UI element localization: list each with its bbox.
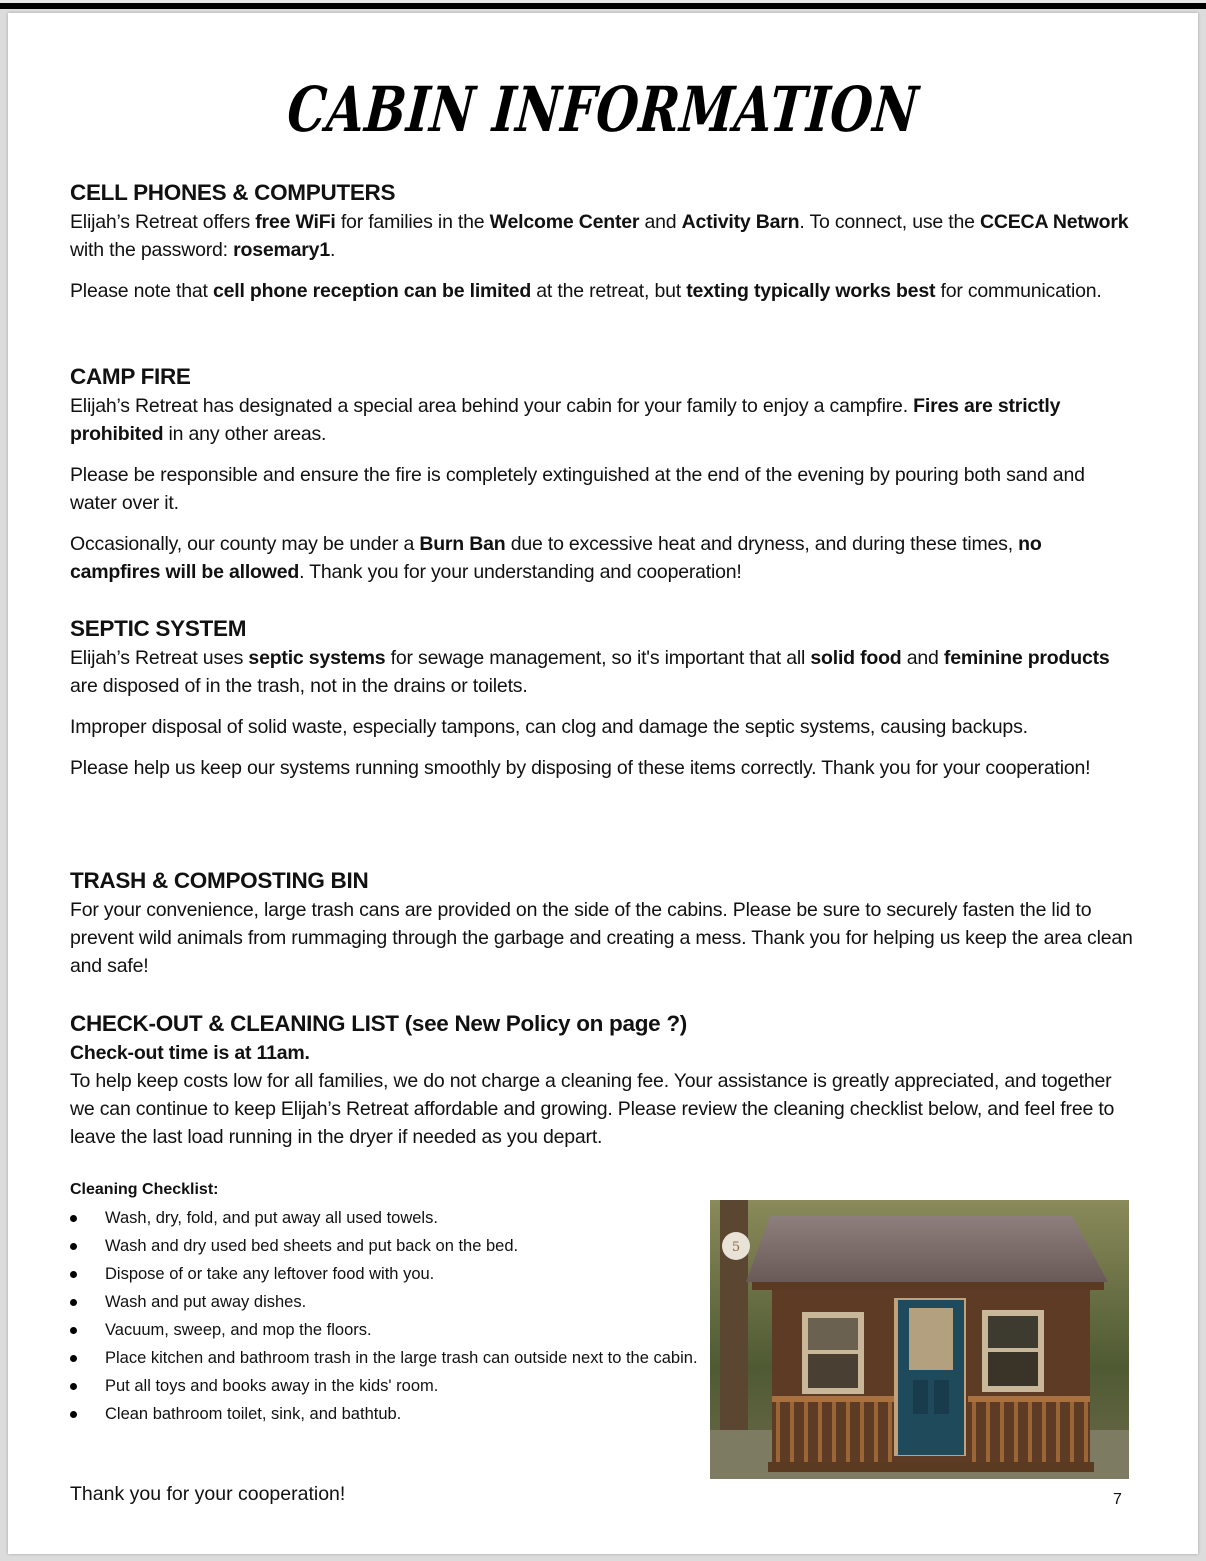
cabin-illustration [710,1200,1129,1479]
bold-text: cell phone reception can be limited [212,280,532,302]
checklist-item [70,1318,710,1342]
checklist-item-text: Wash and dry used bed sheets and put back on the bed. [105,1237,519,1255]
bold-text: feminine products [943,647,1110,669]
text-run: are disposed of in the trash, not in the drains or toilets. [70,675,528,697]
text-run: for sewage management, so it's important that all [385,647,811,669]
porch-rail-left [772,1396,894,1402]
checkout-time: Check-out time is at 11am. [70,1042,310,1064]
bold-text: Welcome Center [489,211,640,233]
text-run: Elijah’s Retreat offers [70,211,256,233]
paragraph [70,461,1135,517]
checklist-item-text: Vacuum, sweep, and mop the floors. [105,1321,372,1339]
checklist-item-text: Wash and put away dishes. [105,1293,307,1311]
section-cell-phones [70,178,1135,305]
text-run: . Thank you for your understanding and cooperation! [299,561,742,583]
checklist-item [70,1262,710,1286]
porch-rail-right [968,1396,1090,1402]
bold-text: free WiFi [255,211,336,233]
cabin-number: 5 [731,1240,741,1255]
text-run: Please be responsible and ensure the fire is completely extinguished at the end of the evening by pouring both sand and water over it. [70,464,1085,514]
page-number: 7 [1113,1491,1122,1508]
door-window [909,1308,953,1370]
checklist-item-text: Dispose of or take any leftover food with you. [105,1265,435,1283]
checklist-item-text: Clean bathroom toilet, sink, and bathtub. [105,1405,402,1423]
door-panel [913,1380,928,1414]
bold-text: Burn Ban [419,533,506,555]
window-pane [808,1354,858,1388]
window-top-bar [0,3,1206,9]
text-run: and [901,647,944,669]
bold-text: solid food [810,647,902,669]
text-run: for families in the [335,211,490,233]
text-run: and [639,211,682,233]
text-run: for communication. [935,280,1102,302]
closing-thanks: Thank you for your cooperation! [70,1483,346,1505]
text-run: . To connect, use the [799,211,980,233]
bullet-icon [70,1271,77,1278]
text-run: due to excessive heat and dryness, and during these times, [505,533,1019,555]
bold-text: Fires are strictly prohibited [70,395,1061,445]
checklist-item [70,1346,710,1370]
paragraph [70,208,1135,264]
checklist-title: Cleaning Checklist: [70,1181,219,1198]
text-run: Elijah’s Retreat has designated a special area behind your cabin for your family to enjoy a campfire. [70,395,914,417]
bullet-icon [70,1215,77,1222]
paragraph [70,713,1135,741]
text-run: . [329,239,336,261]
text-run: For your convenience, large trash cans are provided on the side of the cabins. Please be sure to securely fasten the lid to prevent wild animals from rummaging through the garbage and creating a mess. Thank you for helping us keep the area clean and safe! [70,899,1133,977]
checklist-item [70,1374,710,1398]
section-heading: CAMP FIRE [70,364,191,389]
paragraph [70,896,1135,980]
porch-floor [768,1462,1094,1472]
text-run: Improper disposal of solid waste, especially tampons, can clog and damage the septic systems, causing backups. [70,716,1028,738]
paragraph [70,392,1135,448]
text-run: To help keep costs low for all families, we do not charge a cleaning fee. Your assistance is greatly appreciated, and together we can continue to keep Elijah’s Retreat affordable and growing. Please review the cleaning checklist below, and feel free to leave the last load running in the dryer if needed as you depart. [70,1070,1115,1148]
section-heading: TRASH & COMPOSTING BIN [70,868,369,893]
bold-text: no campfires will be allowed [70,533,1042,583]
text-run: with the password: [70,239,234,261]
checklist-item-text: Place kitchen and bathroom trash in the large trash can outside next to the cabin. [105,1349,698,1367]
window-pane [808,1318,858,1350]
door-panel [934,1380,949,1414]
cleaning-checklist [70,1206,710,1430]
bullet-icon [70,1355,77,1362]
checklist-item-text: Wash, dry, fold, and put away all used towels. [105,1209,438,1227]
window-pane [988,1352,1038,1386]
text-run: at the retreat, but [531,280,687,302]
text-run: Please help us keep our systems running smoothly by disposing of these items correctly. Thank you for your cooperation! [70,757,1091,779]
cabin-photo [710,1200,1129,1479]
text-run: Elijah’s Retreat uses [70,647,249,669]
text-run: Occasionally, our county may be under a [70,533,420,555]
bullet-icon [70,1299,77,1306]
paragraph [70,1067,1135,1151]
section-heading: SEPTIC SYSTEM [70,616,247,641]
section-camp-fire [70,362,1135,586]
paragraph [70,644,1135,700]
bold-text: Activity Barn [681,211,800,233]
bullet-icon [70,1243,77,1250]
checklist-item [70,1206,710,1230]
bold-text: septic systems [248,647,386,669]
bold-text: rosemary1 [233,239,330,261]
bullet-icon [70,1411,77,1418]
text-run: Please note that [70,280,213,302]
section-heading: CELL PHONES & COMPUTERS [70,180,396,205]
checklist-item [70,1402,710,1426]
checklist-item-text: Put all toys and books away in the kids' room. [105,1377,439,1395]
section-trash [70,866,1135,980]
checklist-item [70,1234,710,1258]
bullet-icon [70,1327,77,1334]
roof-edge [752,1282,1104,1290]
roof [746,1216,1108,1282]
page-title: CABIN INFORMATION [284,73,922,146]
window-pane [988,1316,1038,1348]
section-septic-system [70,614,1135,782]
paragraph [70,754,1135,782]
paragraph [70,530,1135,586]
text-run: in any other areas. [163,423,327,445]
bullet-icon [70,1383,77,1390]
bold-text: CCECA Network [979,211,1129,233]
checklist-item [70,1290,710,1314]
paragraph [70,277,1135,305]
section-heading: CHECK-OUT & CLEANING LIST (see New Policy on page ?) [70,1011,687,1036]
section-checkout [70,1009,1135,1151]
bold-text: texting typically works best [686,280,936,302]
